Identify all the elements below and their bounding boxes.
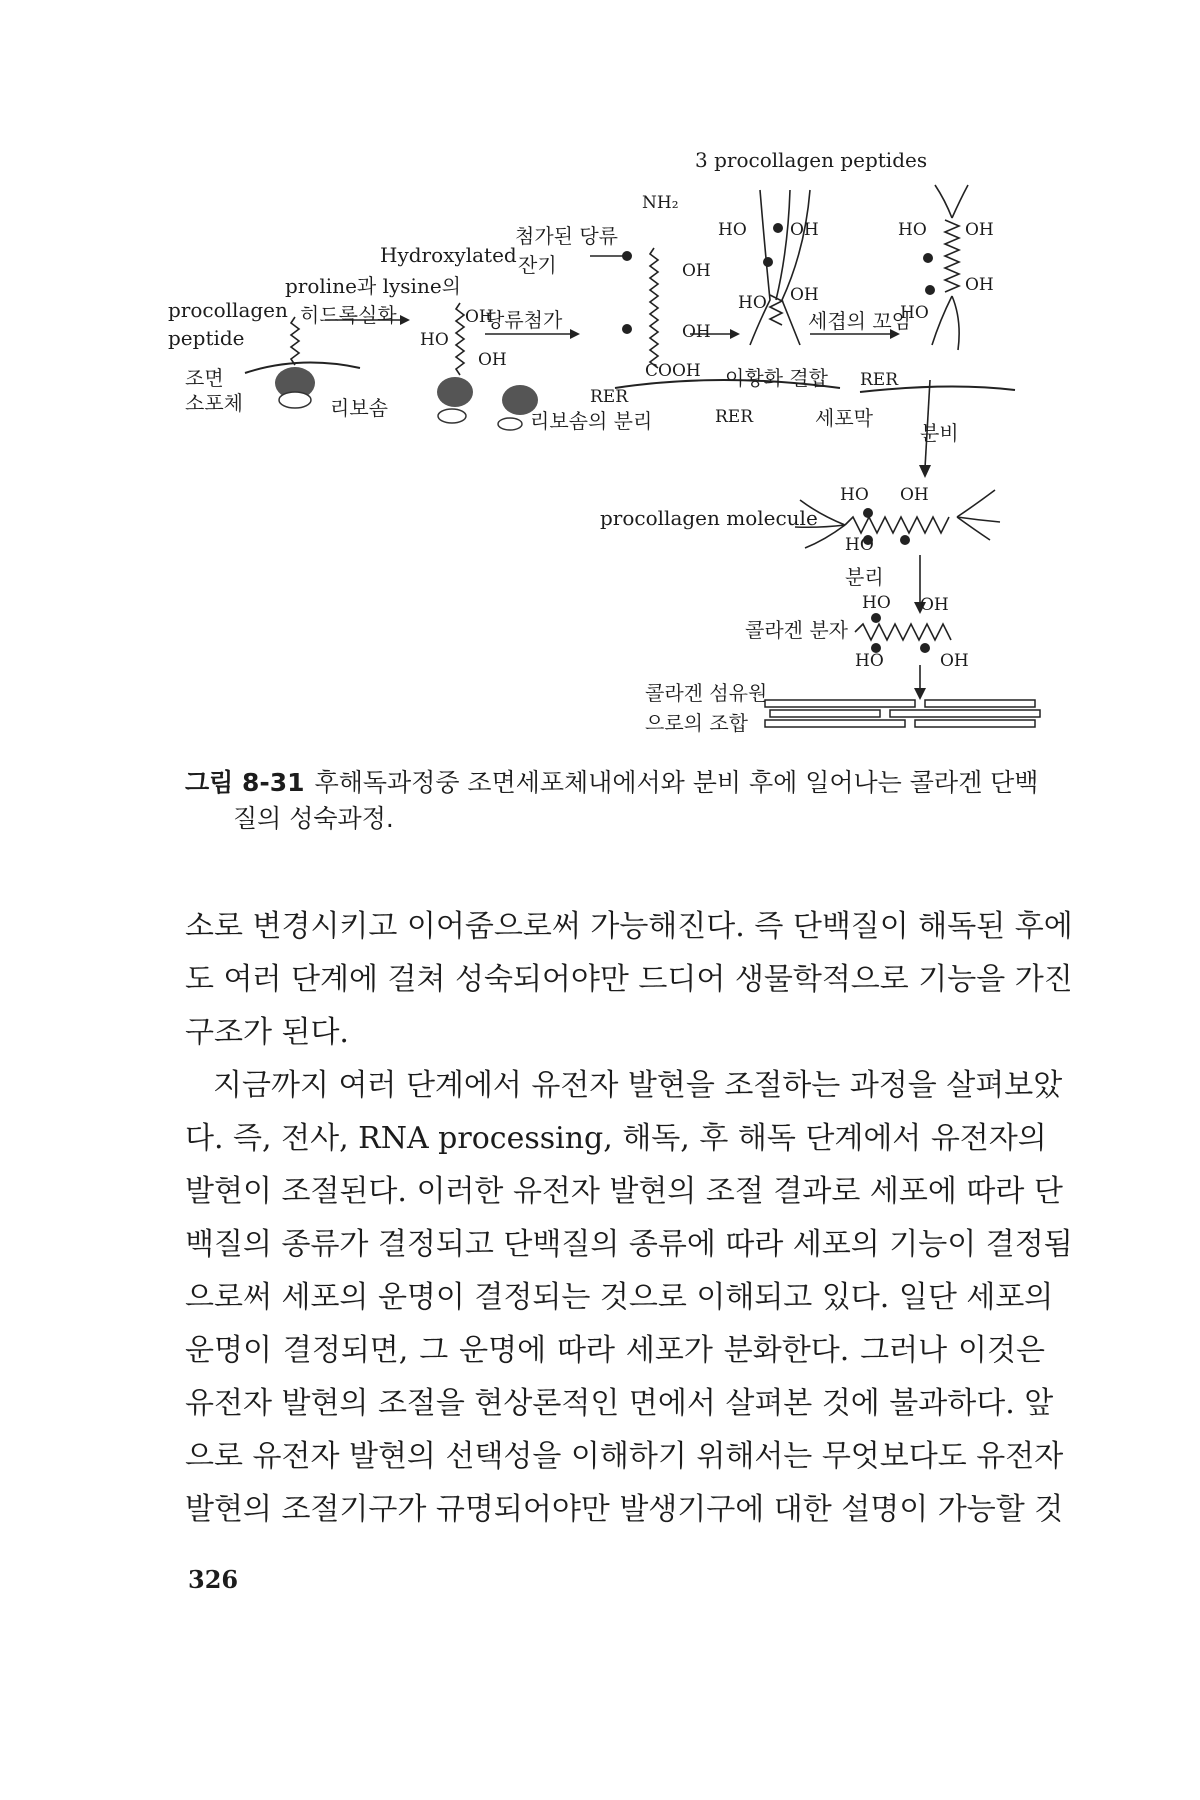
- body-line: 다. 즉, 전사, RNA processing, 해독, 후 해독 단계에서 유전자의: [185, 1121, 1047, 1156]
- label-cooh: COOH: [645, 361, 701, 381]
- caption-line-1: 후해독과정중 조면세포체내에서와 분비 후에 일어나는 콜라겐 단백: [314, 768, 1039, 797]
- twisted-helix-ends: [932, 185, 968, 350]
- label-oh: OH: [790, 285, 819, 305]
- label-oh: OH: [465, 307, 494, 327]
- label-oh: OH: [965, 220, 994, 240]
- label-rer-c: RER: [860, 370, 899, 390]
- label-oh: OH: [940, 651, 969, 671]
- label-oh: OH: [920, 595, 949, 615]
- label-oh: OH: [790, 220, 819, 240]
- sugar-residue: [925, 285, 935, 295]
- label-procollagen-molecule: procollagen molecule: [600, 506, 818, 530]
- label-ho: HO: [845, 535, 874, 555]
- ribosome-small-2: [438, 409, 466, 423]
- procollagen-chain-1: [291, 317, 299, 365]
- arrow-head: [570, 329, 580, 339]
- body-line: 발현의 조절기구가 규명되어야만 발생기구에 대한 설명이 가능할 것: [185, 1492, 1064, 1527]
- label-rer-a: RER: [590, 387, 629, 407]
- label-fibril-2: 으로의 조합: [645, 711, 748, 735]
- label-cell-membrane: 세포막: [815, 406, 873, 430]
- ribosome-small: [279, 392, 311, 408]
- sugar-residue: [622, 324, 632, 334]
- label-rer-b: RER: [715, 407, 754, 427]
- page-number: 326: [188, 1565, 239, 1594]
- collagen-maturation-figure: [0, 0, 1200, 760]
- label-disulfide: 이황화 결합: [725, 366, 828, 390]
- label-oh: OH: [682, 261, 711, 281]
- arrow-head: [400, 315, 410, 325]
- figure-caption: [185, 765, 1045, 837]
- label-oh: OH: [478, 350, 507, 370]
- sugar-residue: [920, 643, 930, 653]
- ribosome-detached-small: [498, 418, 522, 430]
- label-fibril: 콜라겐 섬유원: [645, 681, 768, 705]
- label-hydroxylated: Hydroxylated: [380, 243, 517, 267]
- body-line: 백질의 종류가 결정되고 단백질의 종류에 따라 세포의 기능이 결정됨: [185, 1227, 1073, 1262]
- sugar-residue: [773, 223, 783, 233]
- label-proline-lysine: proline과 lysine의: [285, 274, 461, 298]
- label-added-sugar-2: 잔기: [518, 253, 557, 277]
- sugar-residue: [871, 613, 881, 623]
- twisted-triple-helix: [945, 220, 959, 292]
- label-ribosome-release: 리보솜의 분리: [530, 409, 653, 433]
- label-ho: HO: [898, 220, 927, 240]
- label-ho: HO: [840, 485, 869, 505]
- caption-line-2: 질의 성숙과정.: [233, 804, 394, 833]
- procollagen-molecule-ends: [795, 490, 1000, 548]
- label-ho: HO: [900, 303, 929, 323]
- body-line: 지금까지 여러 단계에서 유전자 발현을 조절하는 과정을 살펴보았: [213, 1068, 1063, 1103]
- label-ho: HO: [718, 220, 747, 240]
- body-line: 도 여러 단계에 걸쳐 성숙되어야만 드디어 생물학적으로 기능을 가진: [185, 962, 1073, 997]
- body-line: 운명이 결정되면, 그 운명에 따라 세포가 분화한다. 그러나 이것은: [185, 1333, 1045, 1368]
- sugar-residue: [863, 508, 873, 518]
- label-ho: HO: [420, 330, 449, 350]
- label-three-peptides: 3 procollagen peptides: [695, 148, 928, 172]
- arrow-head: [919, 465, 931, 478]
- label-procollagen: procollagen: [168, 298, 288, 322]
- body-line: 구조가 된다.: [185, 1015, 349, 1050]
- label-added-sugar: 첨가된 당류: [515, 224, 618, 248]
- figure-number: 그림 8-31: [185, 768, 305, 797]
- label-hydroxylation: 히드록실화: [300, 303, 397, 327]
- label-ho: HO: [855, 651, 884, 671]
- collagen-molecule-helix: [855, 624, 951, 640]
- body-line: 으로써 세포의 운명이 결정되는 것으로 이해되고 있다. 일단 세포의: [185, 1280, 1054, 1315]
- label-ho: HO: [738, 293, 767, 313]
- body-line: 발현이 조절된다. 이러한 유전자 발현의 조절 결과로 세포에 따라 단: [185, 1174, 1063, 1209]
- label-peptide: peptide: [168, 326, 245, 350]
- label-oh: OH: [682, 322, 711, 342]
- label-oh: OH: [965, 275, 994, 295]
- label-separation: 분리: [845, 565, 884, 589]
- collagen-fibril: [765, 700, 1040, 727]
- label-ho: HO: [862, 593, 891, 613]
- label-oh: OH: [900, 485, 929, 505]
- procollagen-chain-3: [650, 248, 658, 368]
- arrow-head: [914, 688, 926, 700]
- label-collagen-molecule: 콜라겐 분자: [745, 618, 848, 642]
- body-text: [185, 900, 1073, 1536]
- ribosome-large-2: [437, 377, 473, 407]
- label-secretion: 분비: [920, 421, 959, 445]
- label-nh2: NH₂: [642, 193, 679, 213]
- triple-chain-assembly: [750, 190, 810, 345]
- label-triple-twist: 세겹의 꼬임: [808, 309, 911, 333]
- body-line: 으로 유전자 발현의 선택성을 이해하기 위해서는 무엇보다도 유전자: [185, 1439, 1064, 1474]
- body-line: 소로 변경시키고 이어줌으로써 가능해진다. 즉 단백질이 해독된 후에: [185, 909, 1073, 944]
- sugar-residue: [763, 257, 773, 267]
- label-ribosome: 리보솜: [330, 396, 388, 420]
- procollagen-molecule-helix: [845, 517, 949, 533]
- body-line: 유전자 발현의 조절을 현상론적인 면에서 살펴본 것에 불과하다. 앞: [185, 1386, 1054, 1421]
- label-rough-er: 조면: [185, 366, 224, 390]
- procollagen-chain-2: [456, 303, 464, 375]
- label-sugar-addition: 당류첨가: [485, 308, 563, 332]
- label-rough-er-2: 소포체: [185, 391, 243, 415]
- arrow-head: [730, 329, 740, 339]
- sugar-residue: [900, 535, 910, 545]
- sugar-residue: [923, 253, 933, 263]
